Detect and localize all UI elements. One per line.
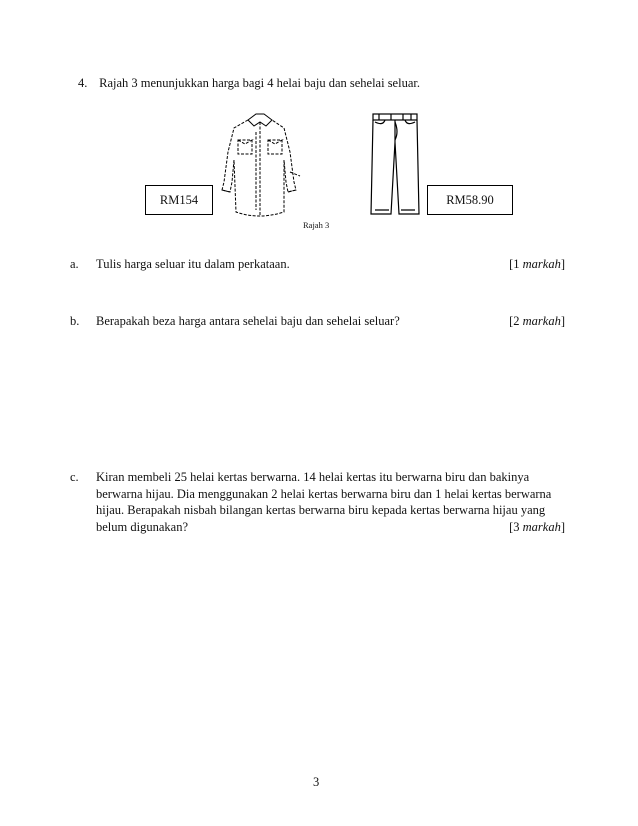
part-c xyxy=(70,469,565,535)
part-c-label: c. xyxy=(70,470,79,484)
part-a-label: a. xyxy=(70,257,79,271)
question-number: 4. xyxy=(78,76,88,90)
shirt-price: RM154 xyxy=(159,192,199,207)
pants-price-box xyxy=(427,185,513,215)
pants-illustration xyxy=(369,112,421,216)
page-number: 3 xyxy=(313,775,320,789)
part-c-marks: [3 markah] xyxy=(509,519,565,534)
part-b xyxy=(70,314,565,329)
part-a xyxy=(70,257,565,272)
part-a-text: Tulis harga seluar itu dalam perkataan. xyxy=(96,257,290,271)
part-c-line-1: Kiran membeli 25 helai kertas berwarna. 14 helai kertas itu berwarna biru dan bakinya xyxy=(96,470,530,484)
part-b-marks: [2 markah] xyxy=(509,314,565,328)
shirt-illustration xyxy=(218,112,300,220)
part-b-text: Berapakah beza harga antara sehelai baju dan sehelai seluar? xyxy=(96,314,400,328)
part-c-line-2: berwarna hijau. Dia menggunakan 2 helai kertas berwarna biru dan 1 helai kertas berwarna xyxy=(96,486,552,501)
part-a-marks: [1 markah] xyxy=(509,257,565,271)
part-c-text xyxy=(96,469,565,535)
part-c-line-3: hijau. Berapakah nisbah bilangan kertas berwarna biru kepada kertas berwarna hijau yang xyxy=(96,503,546,517)
question-intro-text: Rajah 3 menunjukkan harga bagi 4 helai baju dan sehelai seluar. xyxy=(99,76,420,90)
part-b-label: b. xyxy=(70,314,80,328)
question-intro xyxy=(78,76,420,91)
figure-caption: Rajah 3 xyxy=(303,220,330,230)
shirt-price-box xyxy=(145,185,213,215)
part-c-line-4: belum digunakan? xyxy=(96,519,188,534)
pants-price: RM58.90 xyxy=(446,192,494,207)
